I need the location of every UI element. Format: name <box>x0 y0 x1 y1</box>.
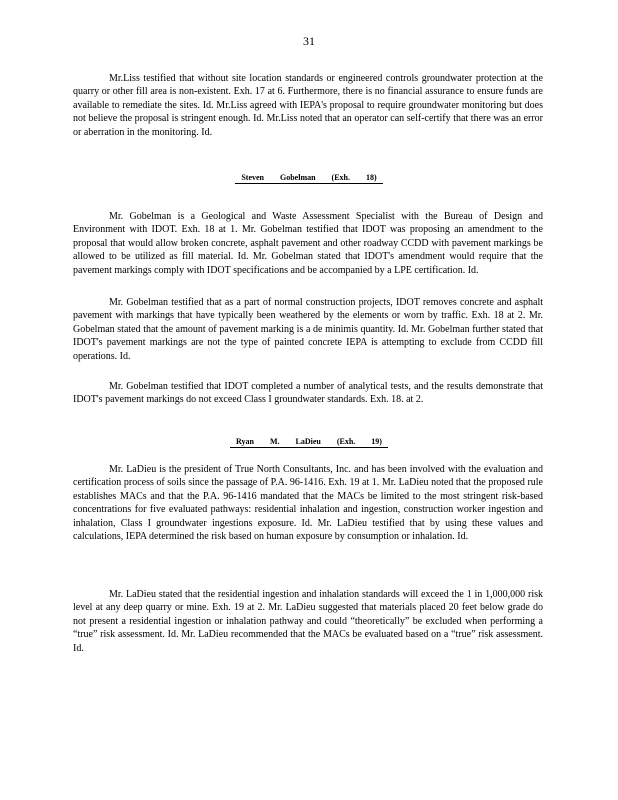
paragraph-ladieu-1: Mr. LaDieu is the president of True North Consultants, Inc. and has been involved with the evaluation and certification process of soils since the passage of P.A. 96-1416. Exh. 19 at 1. Mr. LaDieu noted that the proposed rule establishes MACs and that the P.A. 96-1416 mandated that the MACs be limited to the most stringent risk-based concentrations for five evaluated pathways: residential inhalation and ingestion, construction worker ingestion and inhalation, Class I groundwater ingestions exposure. Id. Mr. LaDieu testified that by using these values and calculations, IEPA determined the risk based on human exposure by consumption or inhalation. Id. <box>73 464 543 543</box>
paragraph-gobelman-1: Mr. Gobelman is a Geological and Waste Assessment Specialist with the Bureau of Design and Environment with IDOT. Exh. 18 at 1. Mr. Gobelman testified that IDOT was proposing an amendment to the proposal that would allow broken concrete, asphalt pavement and other roadway CCDD with pavement markings be allowed to be utilized as fill material. Id. Mr. Gobelman stated that IDOT's amendment would require that the pavement markings comply with IDOT specifications and be accompanied by a LPE certification. Id. <box>73 211 543 276</box>
page-number: 31 <box>303 34 315 48</box>
paragraph-ladieu-2: Mr. LaDieu stated that the residential ingestion and inhalation standards will exceed the 1 in 1,000,000 risk level at any deep quarry or mine. Exh. 19 at 2. Mr. LaDieu suggested that materials placed 20 feet below grade do not present a residential ingestion or inhalation pathway and could “theoretically” be excluded when performing a “true” risk assessment. Id. Mr. LaDieu recommended that the MACs be evaluated based on a “true” risk assessment. Id. <box>73 589 543 654</box>
paragraph-gobelman-2: Mr. Gobelman testified that as a part of normal construction projects, IDOT removes concrete and asphalt pavement with markings that have typically been weathered by the elements or worn by traffic. Exh. 18 at 2. Mr. Gobelman stated that the amount of pavement marking is a de minimis quantity. Id. Mr. Gobelman further stated that IDOT's pavement markings are not the type of painted concrete IEPA is attempting to exclude from CCDD fill operations. Id. <box>73 297 543 362</box>
section-heading-gobelman: Steven Gobelman (Exh. 18) <box>0 173 618 184</box>
paragraph-gobelman-3: Mr. Gobelman testified that IDOT completed a number of analytical tests, and the results demonstrate that IDOT's pavement markings do not exceed Class I groundwater standards. Exh. 18. at 2. <box>73 381 543 406</box>
section-heading-ladieu: Ryan M. LaDieu (Exh. 19) <box>0 437 618 448</box>
paragraph-liss-testimony: Mr.Liss testified that without site location standards or engineered controls groundwater protection at the quarry or other fill area is non-existent. Exh. 17 at 6. Furthermore, there is no financial assurance to ensure funds are available to remediate the sites. Id. Mr.Liss agreed with IEPA's proposal to require groundwater monitoring but does not believe the proposal is stringent enough. Id. Mr.Liss noted that an operator can self-certify that there was an error or aberration in the monitoring. Id. <box>73 73 543 138</box>
